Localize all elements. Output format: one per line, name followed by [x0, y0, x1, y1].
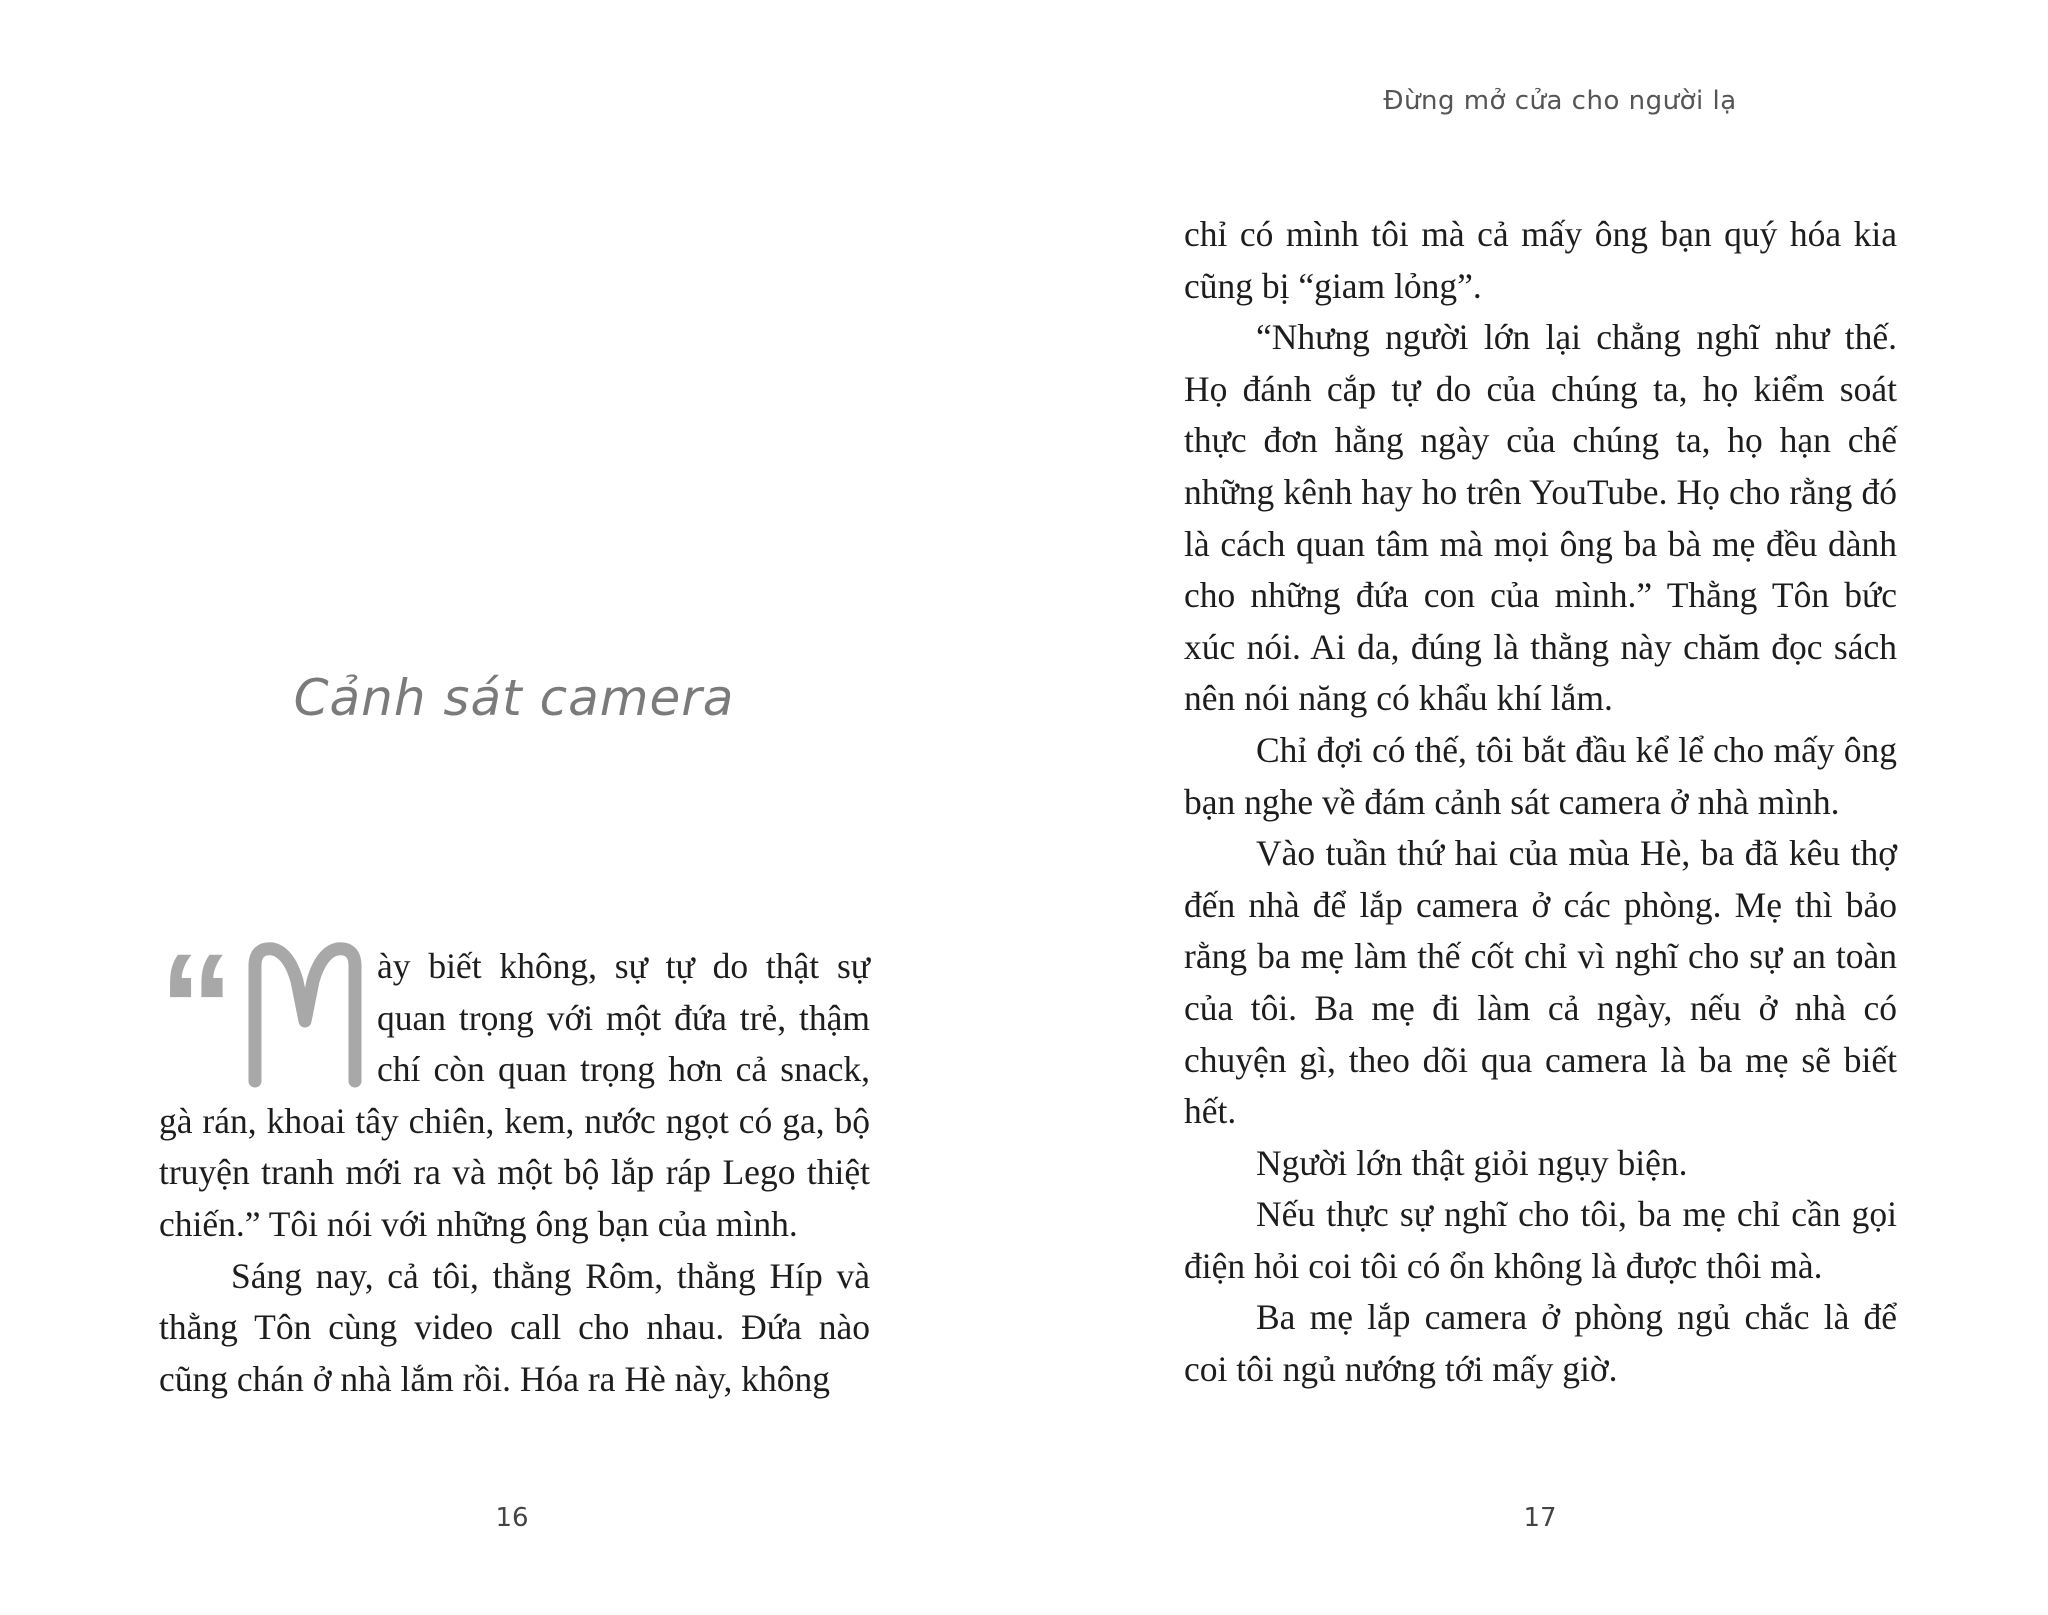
- opening-quote-mark: “: [159, 922, 234, 1090]
- right-paragraph-4: Vào tuần thứ hai của mùa Hè, ba đã kêu thợ đến nhà để lắp camera ở các phòng. Mẹ thì bảo rằng ba mẹ làm thế cốt chỉ vì nghĩ cho sự an toàn của tôi. Ba mẹ đi làm cả ngày, nếu ở nhà có chuyện gì, theo dõi qua camera là ba mẹ sẽ biết hết.: [1184, 833, 1897, 1132]
- right-paragraph-3: Chỉ đợi có thế, tôi bắt đầu kể lể cho mấy ông bạn nghe về đám cảnh sát camera ở nhà mình.: [1184, 729, 1897, 822]
- right-paragraph-7: Ba mẹ lắp camera ở phòng ngủ chắc là để coi tôi ngủ nướng tới mấy giờ.: [1184, 1297, 1897, 1390]
- chapter-title: Cảnh sát camera: [293, 669, 735, 727]
- left-paragraph-1: ày biết không, sự tự do thật sự quan trọng với một đứa trẻ, thậm chí còn quan trọng hơn cả snack, gà rán, khoai tây chiên, kem, nước ngọt có ga, bộ truyện tranh mới ra và một bộ lắp ráp Lego thiệt chiến.” Tôi nói với những ông bạn của mình.: [159, 946, 870, 1244]
- running-header: Đừng mở cửa cho người lạ: [1383, 86, 1737, 116]
- page-number-right: 17: [1523, 1503, 1557, 1533]
- right-paragraph-5: Người lớn thật giỏi ngụy biện.: [1256, 1142, 1688, 1183]
- left-paragraph-2: Sáng nay, cả tôi, thằng Rôm, thằng Híp và thằng Tôn cùng video call cho nhau. Đứa nào cũng chán ở nhà lắm rồi. Hóa ra Hè này, không: [159, 1255, 870, 1399]
- dropcap: [159, 922, 377, 1095]
- page-number-left: 16: [495, 1503, 529, 1533]
- dropcap-letter-m: [245, 941, 365, 1091]
- right-paragraph-6: Nếu thực sự nghĩ cho tôi, ba mẹ chỉ cần gọi điện hỏi coi tôi có ổn không là được thôi mà.: [1184, 1194, 1897, 1286]
- left-body-text: [159, 922, 870, 1405]
- right-body-text: [1184, 209, 1897, 1396]
- right-paragraph-1: chỉ có mình tôi mà cả mấy ông bạn quý hóa kia cũng bị “giam lỏng”.: [1184, 214, 1897, 306]
- right-paragraph-2: “Nhưng người lớn lại chẳng nghĩ như thế. Họ đánh cắp tự do của chúng ta, họ kiểm soát thực đơn hằng ngày của chúng ta, họ hạn chế những kênh hay ho trên YouTube. Họ cho rằng đó là cách quan tâm mà mọi ông ba bà mẹ đều dành cho những đứa con của mình.” Thằng Tôn bức xúc nói. Ai da, đúng là thằng này chăm đọc sách nên nói năng có khẩu khí lắm.: [1184, 317, 1897, 719]
